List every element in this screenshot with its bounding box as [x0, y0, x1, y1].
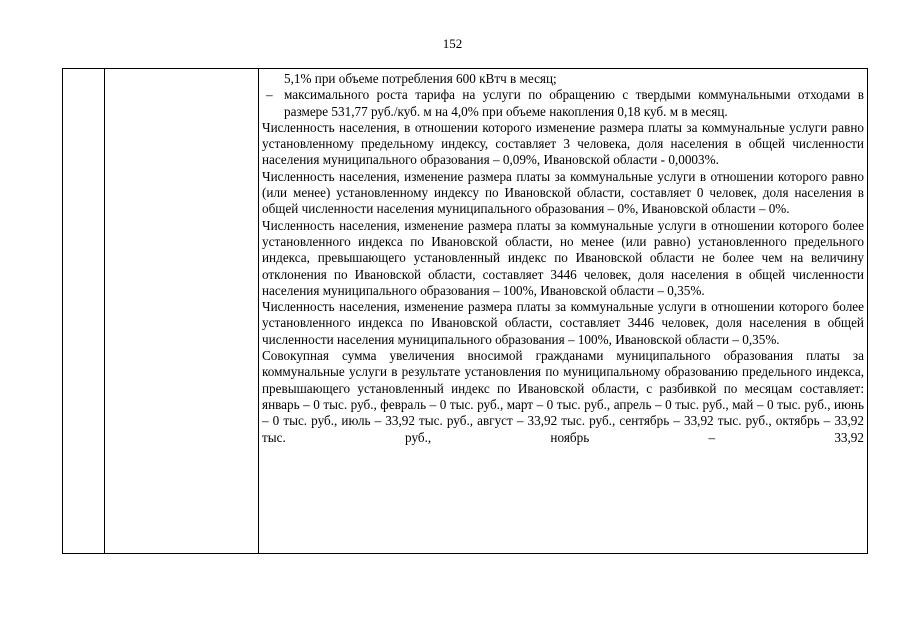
continued-line: 5,1% при объеме потребления 600 кВтч в месяц;: [284, 71, 557, 86]
table-column-divider-1: [104, 69, 105, 553]
paragraph-population-between-indexes: Численность населения, изменение размера платы за коммунальные услуги в отношении которого более установленного индекса по Ивановской области, но менее (или равно) установленного предельного индекса, превышающего установленный индекс по Ивановской области не более чем на величину отклонения по Ивановской области, составляет 3446 человек, доля населения в общей численности населения муниципального образования – 100%, Ивановской области – 0,35%.: [262, 217, 864, 298]
table-cell-text: [262, 71, 864, 553]
bullet-text: максимального роста тарифа на услуги по обращению с твердыми коммунальными отходами в размере 531,77 руб./куб. м на 4,0% при объеме накопления 0,18 куб. м в месяц.: [284, 87, 864, 119]
paragraph-population-above-index: Численность населения, изменение размера платы за коммунальные услуги в отношении которого более установленного индекса по Ивановской области, составляет 3446 человек, доля населения в общей численности населения муниципального образования – 100%, Ивановской области – 0,35%.: [262, 299, 864, 347]
document-table: [62, 68, 868, 554]
bullet-dash: –: [266, 87, 273, 103]
page-number: 152: [442, 36, 463, 51]
table-column-divider-2: [258, 69, 259, 553]
paragraph-monthly-sum: Совокупная сумма увеличения вносимой гражданами муниципального образования платы за коммунальные услуги в результате установления по муниципальному образованию предельного индекса, превышающего установленный индекс по Ивановской области, с разбивкой по месяцам составляет: январь – 0 тыс. руб., февраль – 0 тыс. руб., март – 0 тыс. руб., апрель – 0 тыс. руб., май – 0 тыс. руб., июнь – 0 тыс. руб., июль – 33,92 тыс. руб., август – 33,92 тыс. руб., сентябрь – 33,92 тыс. руб., октябрь – 33,92 тыс. руб., ноябрь – 33,92: [262, 348, 864, 445]
paragraph-population-equal-limit: Численность населения, в отношении которого изменение размера платы за коммунальные услуги равно установленному предельному индексу, составляет 3 человека, доля населения в общей численности населения муниципального образования – 0,09%, Ивановской области - 0,0003%.: [262, 119, 864, 168]
paragraph-population-below-index: Численность населения, изменение размера платы за коммунальные услуги в отношении которого равно (или менее) установленному индексу по Ивановской области, составляет 0 человек, доля населения в общей численности населения муниципального образования – 0%, Ивановской области – 0%.: [262, 168, 864, 217]
bullet-item: [262, 87, 864, 120]
